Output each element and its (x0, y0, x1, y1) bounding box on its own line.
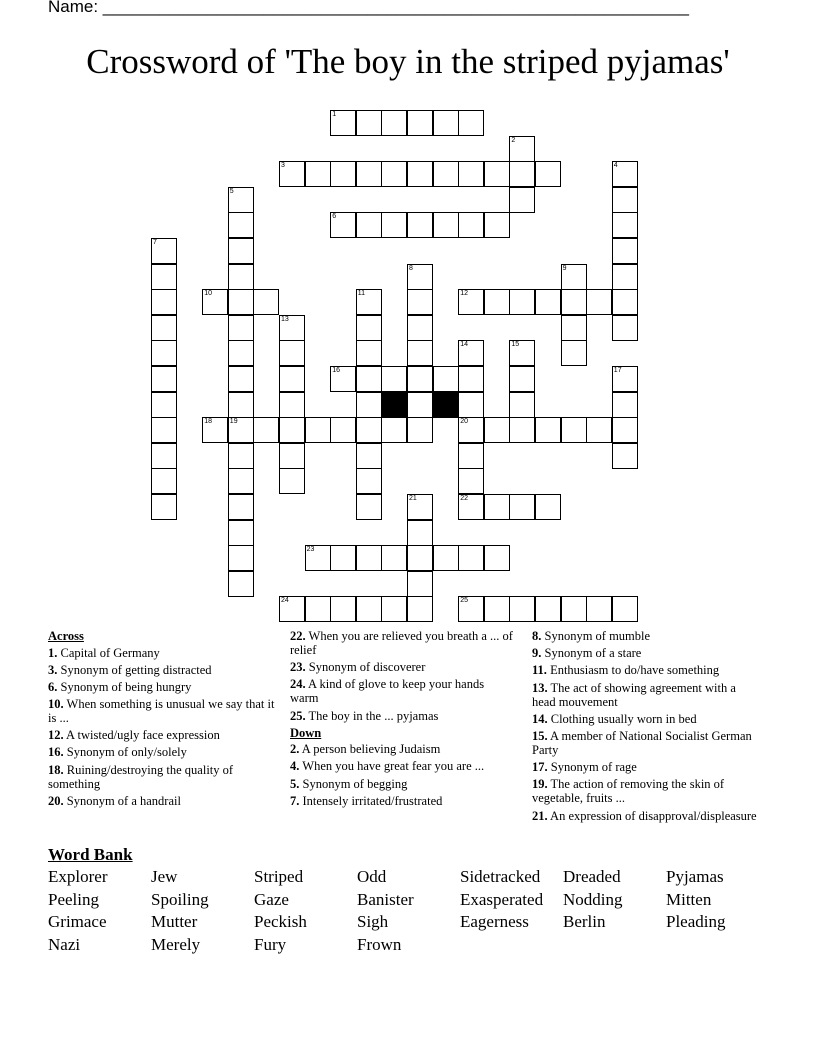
grid-cell[interactable] (356, 289, 382, 315)
grid-cell[interactable] (279, 161, 305, 187)
grid-cell[interactable] (484, 289, 510, 315)
grid-cell[interactable] (612, 315, 638, 341)
clue-number: 20 (460, 418, 468, 426)
clue-across-22: 22. When you are relieved you breath a ... of relief (290, 629, 513, 657)
clues-column-2 (290, 629, 515, 811)
word-bank-item: Odd (357, 867, 387, 886)
grid-cell[interactable] (356, 443, 382, 469)
grid-cell[interactable] (458, 289, 484, 315)
clue-across-10: 10. When something is unusual we say that it is ... (48, 697, 275, 726)
grid-cell[interactable] (458, 161, 484, 187)
clue-number: 4 (613, 162, 618, 170)
grid-cell[interactable] (433, 545, 459, 571)
clue-across-6: 6. Synonym of being hungry (48, 679, 192, 694)
clue-number: 24 (281, 597, 289, 605)
grid-cell[interactable] (612, 187, 638, 213)
clue-number: 11 (357, 290, 366, 298)
clue-number: 22 (460, 495, 468, 502)
grid-cell[interactable] (407, 596, 433, 622)
grid-cell[interactable] (228, 494, 254, 520)
grid-cell[interactable] (535, 289, 561, 315)
grid-cell[interactable] (535, 494, 561, 520)
grid-cell[interactable] (381, 161, 407, 187)
grid-cell[interactable] (561, 340, 587, 366)
grid-cell[interactable] (151, 392, 177, 418)
clue-down-14: 14. Clothing usually worn in bed (532, 711, 697, 726)
word-bank-item: Sidetracked (460, 867, 541, 886)
grid-cell[interactable] (484, 417, 510, 443)
grid-cell[interactable] (330, 596, 356, 622)
grid-cell[interactable] (484, 545, 510, 571)
word-bank-item: Frown (357, 935, 402, 955)
grid-cell[interactable] (612, 212, 638, 238)
grid-cell[interactable] (228, 340, 254, 366)
clue-number: 15 (511, 341, 520, 349)
grid-cell[interactable] (151, 238, 177, 264)
word-bank-item: Spoiling (151, 889, 209, 909)
grid-cell[interactable] (612, 596, 638, 622)
clue-across-25: 25. The boy in the ... pyjamas (290, 708, 439, 723)
grid-cell[interactable] (151, 340, 177, 366)
grid-cell[interactable] (484, 596, 510, 622)
grid-cell[interactable] (279, 596, 305, 622)
clue-across-24: 24. A kind of glove to keep your hands warm (290, 677, 485, 706)
grid-cell[interactable] (458, 417, 484, 443)
clue-number: 23 (306, 546, 315, 554)
grid-cell[interactable] (509, 366, 535, 392)
grid-cell[interactable] (356, 596, 382, 622)
word-bank-item: Pyjamas (666, 867, 724, 886)
clue-number: 9 (562, 264, 567, 272)
word-bank-item: Jew (151, 867, 178, 886)
grid-cell[interactable] (458, 596, 484, 622)
grid-cell[interactable] (356, 494, 382, 520)
grid-cell[interactable] (561, 264, 587, 290)
grid-cell[interactable] (586, 289, 612, 315)
grid-cell[interactable] (509, 494, 535, 520)
grid-cell[interactable] (407, 417, 433, 443)
clue-across-3: 3. Synonym of getting distracted (48, 662, 212, 677)
word-bank-item: Berlin (563, 912, 606, 932)
clue-number: 7 (153, 239, 157, 246)
grid-cell[interactable] (305, 161, 331, 187)
grid-cell[interactable] (458, 392, 484, 418)
grid-cell[interactable] (228, 366, 254, 392)
grid-cell[interactable] (509, 161, 535, 187)
grid-cell[interactable] (381, 545, 407, 571)
word-bank (48, 867, 769, 958)
grid-cell[interactable] (228, 289, 254, 315)
word-bank-item: Nodding (563, 889, 623, 909)
grid-cell[interactable] (356, 315, 382, 341)
clue-across-23: 23. Synonym of discoverer (290, 660, 426, 675)
word-bank-item: Dreaded (563, 867, 621, 886)
grid-cell[interactable] (330, 417, 356, 443)
clue-across-12: 12. A twisted/ugly face expression (48, 728, 220, 743)
grid-cell[interactable] (202, 417, 228, 443)
clue-number: 2 (511, 136, 516, 144)
grid-cell[interactable] (279, 443, 305, 469)
grid-cell[interactable] (407, 289, 433, 315)
grid-cell[interactable] (612, 161, 638, 187)
grid-cell[interactable] (228, 545, 254, 571)
clue-down-5: 5. Synonym of begging (290, 776, 408, 791)
grid-cell[interactable] (253, 289, 279, 315)
grid-cell[interactable] (509, 392, 535, 418)
grid-cell[interactable] (356, 545, 382, 571)
grid-cell[interactable] (279, 417, 305, 443)
clue-number: 3 (281, 162, 285, 170)
clue-across-1: 1. Capital of Germany (48, 645, 160, 660)
grid-cell[interactable] (535, 596, 561, 622)
grid-cell[interactable] (458, 110, 484, 136)
grid-cell[interactable] (228, 264, 254, 290)
grid-cell[interactable] (458, 468, 484, 494)
clue-number: 18 (204, 418, 212, 426)
grid-cell[interactable] (458, 443, 484, 469)
grid-cell[interactable] (228, 417, 254, 443)
grid-cell[interactable] (356, 212, 382, 238)
grid-cell[interactable] (484, 161, 510, 187)
grid-cell[interactable] (330, 212, 356, 238)
clue-number: 8 (409, 264, 413, 272)
grid-cell[interactable] (381, 596, 407, 622)
word-bank-item: Mitten (666, 889, 712, 909)
grid-cell[interactable] (279, 392, 305, 418)
grid-cell[interactable] (407, 212, 433, 238)
word-bank-item: Sigh (357, 912, 389, 932)
clue-down-4: 4. When you have great fear you are ... (290, 759, 485, 774)
word-bank-item: Fury (254, 935, 287, 955)
grid-cell[interactable] (253, 417, 279, 443)
grid-cell[interactable] (561, 315, 587, 341)
grid-cell[interactable] (330, 545, 356, 571)
clue-down-11: 11. Enthusiasm to do/have something (532, 663, 720, 678)
grid-cell[interactable] (151, 494, 177, 520)
grid-cell[interactable] (433, 110, 459, 136)
clue-number: 5 (229, 187, 234, 195)
grid-cell[interactable] (151, 315, 177, 341)
grid-cell[interactable] (458, 340, 484, 366)
grid-cell[interactable] (535, 417, 561, 443)
clue-down-2: 2. A person believing Judaism (290, 742, 441, 757)
grid-cell[interactable] (305, 417, 331, 443)
grid-cell[interactable] (535, 161, 561, 187)
grid-cell[interactable] (458, 494, 484, 520)
clue-down-21: 21. An expression of disapproval/displeasure (532, 808, 757, 823)
grid-cell[interactable] (151, 417, 177, 443)
grid-cell[interactable] (612, 417, 638, 443)
grid-cell[interactable] (151, 443, 177, 469)
grid-cell[interactable] (433, 212, 459, 238)
grid-cell[interactable] (407, 545, 433, 571)
grid-cell[interactable] (356, 340, 382, 366)
grid-cell[interactable] (330, 161, 356, 187)
clue-number: 21 (409, 495, 417, 502)
grid-cell[interactable] (561, 596, 587, 622)
grid-cell[interactable] (381, 110, 407, 136)
grid-cell-black (381, 392, 407, 418)
grid-cell[interactable] (458, 366, 484, 392)
grid-cell[interactable] (356, 392, 382, 418)
word-bank-item: Mutter (151, 912, 198, 932)
grid-cell[interactable] (407, 494, 433, 520)
word-bank-item: Nazi (48, 935, 81, 955)
grid-cell[interactable] (509, 340, 535, 366)
grid-cell[interactable] (305, 545, 331, 571)
grid-cell[interactable] (407, 315, 433, 341)
grid-cell[interactable] (381, 366, 407, 392)
grid-cell[interactable] (305, 596, 331, 622)
grid-cell[interactable] (279, 468, 305, 494)
grid-cell[interactable] (407, 340, 433, 366)
grid-cell[interactable] (509, 596, 535, 622)
grid-cell[interactable] (407, 264, 433, 290)
grid-cell[interactable] (561, 417, 587, 443)
grid-cell[interactable] (228, 520, 254, 546)
word-bank-item: Merely (151, 935, 201, 955)
grid-cell[interactable] (228, 187, 254, 213)
grid-cell[interactable] (407, 571, 433, 597)
clue-down-13: 13. The act of showing agreement with a head mouvement (532, 680, 736, 709)
grid-cell[interactable] (586, 417, 612, 443)
clue-down-15: 15. A member of National Socialist German Party (532, 728, 752, 757)
grid-cell[interactable] (586, 596, 612, 622)
grid-cell[interactable] (612, 443, 638, 469)
grid-cell[interactable] (433, 366, 459, 392)
grid-cell[interactable] (330, 110, 356, 136)
clue-number: 25 (460, 597, 468, 605)
grid-cell[interactable] (612, 238, 638, 264)
grid-cell[interactable] (509, 417, 535, 443)
clue-number: 1 (332, 111, 337, 118)
page-title: Crossword of 'The boy in the striped pyjamas' (86, 42, 730, 81)
grid-cell[interactable] (356, 417, 382, 443)
grid-cell[interactable] (458, 545, 484, 571)
grid-cell[interactable] (151, 289, 177, 315)
word-bank-item: Grimace (48, 912, 107, 932)
word-bank-title: Word Bank (48, 845, 133, 864)
grid-cell[interactable] (484, 494, 510, 520)
grid-cell[interactable] (228, 571, 254, 597)
grid-cell[interactable] (612, 392, 638, 418)
clue-number: 17 (613, 367, 622, 374)
grid-cell[interactable] (509, 136, 535, 162)
clues-column-1 (48, 629, 276, 811)
grid-cell[interactable] (228, 212, 254, 238)
grid-cell[interactable] (381, 417, 407, 443)
grid-cell[interactable] (612, 264, 638, 290)
clue-down-19: 19. The action of removing the skin of vegetable, fruits ... (532, 777, 725, 806)
grid-cell[interactable] (561, 289, 587, 315)
grid-cell[interactable] (509, 187, 535, 213)
grid-cell[interactable] (356, 366, 382, 392)
grid-cell[interactable] (407, 161, 433, 187)
grid-cell[interactable] (228, 315, 254, 341)
clue-number: 14 (460, 341, 468, 349)
word-bank-item: Peckish (254, 912, 307, 932)
grid-cell[interactable] (151, 264, 177, 290)
word-bank-item: Eagerness (460, 912, 529, 932)
word-bank-item: Exasperated (460, 889, 544, 909)
clue-across-16: 16. Synonym of only/solely (48, 745, 187, 760)
clues-column-3 (532, 629, 758, 826)
grid-cell[interactable] (407, 520, 433, 546)
clue-down-17: 17. Synonym of rage (532, 760, 637, 775)
grid-cell[interactable] (228, 392, 254, 418)
clue-down-7: 7. Intensely irritated/frustrated (290, 793, 443, 808)
clue-down-9: 9. Synonym of a stare (532, 646, 642, 661)
word-bank-item: Striped (254, 867, 304, 886)
grid-cell[interactable] (151, 468, 177, 494)
grid-cell[interactable] (356, 468, 382, 494)
word-bank-item: Peeling (48, 889, 99, 909)
grid-cell[interactable] (407, 392, 433, 418)
down-heading: Down (290, 725, 322, 740)
word-bank-item: Explorer (48, 867, 108, 886)
grid-cell[interactable] (356, 110, 382, 136)
grid-cell[interactable] (279, 315, 305, 341)
grid-cell[interactable] (279, 340, 305, 366)
clue-number: 10 (204, 290, 212, 298)
word-bank-item: Gaze (254, 889, 289, 909)
grid-cell[interactable] (151, 366, 177, 392)
grid-cell[interactable] (202, 289, 228, 315)
grid-cell-black (433, 392, 459, 418)
clue-number: 16 (332, 367, 340, 374)
grid-cell[interactable] (612, 289, 638, 315)
word-bank-item: Banister (357, 889, 414, 909)
grid-cell[interactable] (612, 366, 638, 392)
grid-cell[interactable] (484, 212, 510, 238)
clue-across-18: 18. Ruining/destroying the quality of something (48, 762, 234, 791)
clue-number: 12 (460, 290, 468, 298)
word-bank-item: Pleading (666, 912, 726, 932)
grid-cell[interactable] (433, 161, 459, 187)
grid-cell[interactable] (279, 366, 305, 392)
clue-across-20: 20. Synonym of a handrail (48, 793, 181, 808)
grid-cell[interactable] (228, 238, 254, 264)
name-line[interactable]: Name: ______________________________________________________________ (48, 0, 689, 16)
grid-cell[interactable] (381, 212, 407, 238)
grid-cell[interactable] (228, 443, 254, 469)
clue-number: 6 (332, 213, 337, 221)
grid-cell[interactable] (509, 289, 535, 315)
grid-cell[interactable] (356, 161, 382, 187)
grid-cell[interactable] (407, 110, 433, 136)
grid-cell[interactable] (458, 212, 484, 238)
grid-cell[interactable] (228, 468, 254, 494)
grid-cell[interactable] (407, 366, 433, 392)
clue-number: 19 (229, 418, 238, 426)
clue-down-8: 8. Synonym of mumble (532, 629, 651, 643)
clue-number: 13 (281, 315, 289, 323)
grid-cell[interactable] (330, 366, 356, 392)
across-heading: Across (48, 629, 84, 643)
